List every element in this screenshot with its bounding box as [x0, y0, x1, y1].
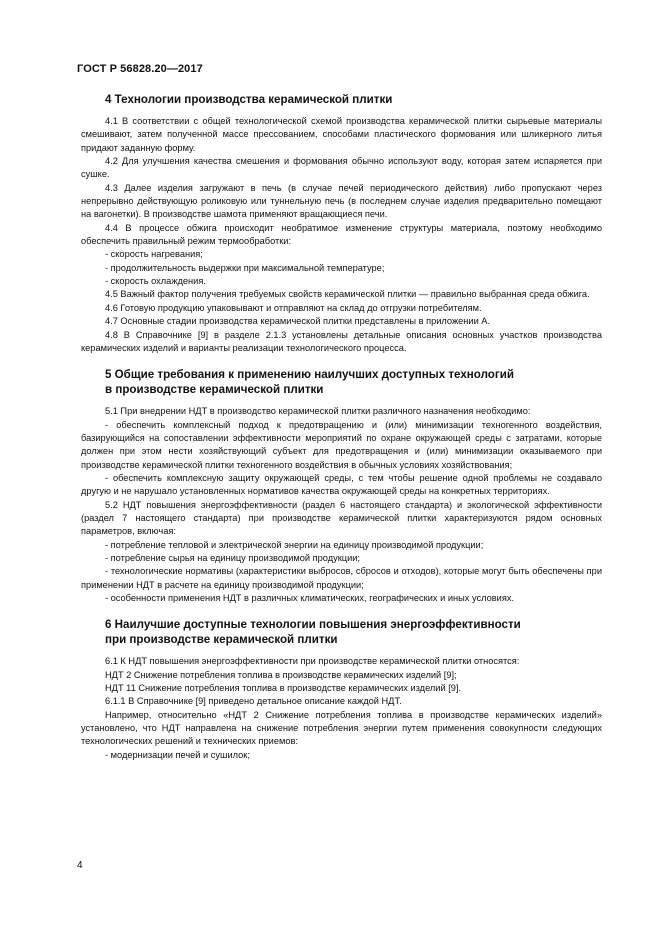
list-item: - обеспечить комплексную защиту окружающей среды, с тем чтобы решение одной проблемы не создавало другую и не нарушало установленных нормативов качества окружающей среды на конкретных территориях. — [81, 472, 602, 497]
list-item: НДТ 2 Снижение потребления топлива в производстве керамических изделий [9]; — [105, 669, 457, 680]
section-title-line: при производстве керамической плитки — [105, 633, 338, 647]
list-item: - особенности применения НДТ в различных климатических, географических и иных условиях. — [105, 593, 515, 603]
list-item: - модернизации печей и сушилок; — [105, 749, 250, 760]
list-item: - потребление тепловой и электрической энергии на единицу производимой продукции; — [105, 539, 484, 550]
list-item: - скорость нагревания; — [105, 249, 203, 260]
list-item: - продолжительность выдержки при максимальной температуре; — [105, 262, 385, 273]
paragraph-6-1-1: 6.1.1 В Справочнике [9] приведено детальное описание каждой НДТ. — [105, 696, 402, 707]
section-title-line: 6 Наилучшие доступные технологии повышения энергоэффективности — [105, 618, 521, 632]
paragraph-5-1: 5.1 При внедрении НДТ в производство керамической плитки различного назначения необходимо: — [105, 406, 531, 417]
paragraph-6-1: 6.1 К НДТ повышения энергоэффективности при производстве керамической плитки относятся: — [105, 656, 520, 667]
section-title-line: 5 Общие требования к применению наилучших доступных технологий — [105, 368, 514, 382]
paragraph-5-2: 5.2 НДТ повышения энергоэффективности (раздел 6 настоящего стандарта) и экологической эффективности (раздел 7 настоящего стандарта) при производстве керамической плитки характеризуются рядом основных параметров, включая: — [81, 499, 602, 537]
paragraph-example: Например, относительно «НДТ 2 Снижение потребления топлива в производстве керамических изделий» установлено, что НДТ направлена на снижение потребления энергии путем применения совокупности следующих технологических решений и технических приемов: — [81, 709, 602, 747]
section-title-line: 4 Технологии производства керамической плитки — [105, 93, 393, 106]
standard-header: ГОСТ Р 56828.20—2017 — [77, 63, 203, 75]
list-item: - обеспечить комплексный подход к предотвращению и (или) минимизации техногенного воздействия, базирующийся на сопоставлении эффективности мероприятий по охране окружающей среды с затратами, которые должен при этом нести хозяйствующий субъект для предотвращения и (или) минимизации оказываемого при производстве керамической плитки техногенного воздействия в обычных условиях хозяйствования; — [81, 419, 602, 470]
list-item: - скорость охлаждения. — [105, 276, 206, 287]
paragraph-4-2: 4.2 Для улучшения качества смешения и формования обычно используют воду, которая затем испаряется при сушке. — [81, 156, 602, 180]
paragraph-4-7: 4.7 Основные стадии производства керамической плитки представлены в приложении А. — [105, 316, 491, 327]
section-4-title — [81, 92, 602, 107]
page-number: 4 — [77, 860, 83, 871]
paragraph-4-3: 4.3 Далее изделия загружают в печь (в случае печей периодического действия) либо пропускают через непрерывно действующую роликовую или туннельную печь (в последнем случае изделия предварительно помещают на вагонетки). В производстве шамота применяют вращающиеся печи. — [81, 182, 602, 220]
paragraph-4-1: 4.1 В соответствии с общей технологической схемой производства керамической плитки сырьевые материалы смешивают, затем полученной массе прессованием, способами пластического формования или шликерного литья придают заданную форму. — [81, 116, 602, 153]
section-title-line: в производстве керамической плитки — [105, 383, 324, 397]
list-item: - потребление сырья на единицу производимой продукции; — [105, 552, 360, 563]
list-item: - технологические нормативы (характеристики выбросов, сбросов и отходов), которые могут быть обеспечены при применении НДТ в расчете на единицу производимой продукции; — [81, 566, 602, 590]
paragraph-4-6: 4.6 Готовую продукцию упаковывают и отправляют на склад до отгрузки потребителям. — [105, 302, 482, 313]
paragraph-4-5: 4.5 Важный фактор получения требуемых свойств керамической плитки — правильно выбранная среда обжига. — [105, 289, 590, 300]
paragraph-4-8: 4.8 В Справочнике [9] в разделе 2.1.3 установлены детальные описания основных участков производства керамических изделий и варианты реализации технологического процесса. — [81, 329, 602, 353]
list-item: НДТ 11 Снижение потребления топлива в производстве керамических изделий [9]. — [105, 683, 462, 694]
document-body — [81, 92, 602, 762]
section-5-title — [81, 367, 602, 397]
section-6-title — [81, 617, 602, 647]
paragraph-4-4: 4.4 В процессе обжига происходит необратимое изменение структуры материала, поэтому необходимо обеспечить правильный режим термообработки: — [81, 222, 602, 247]
